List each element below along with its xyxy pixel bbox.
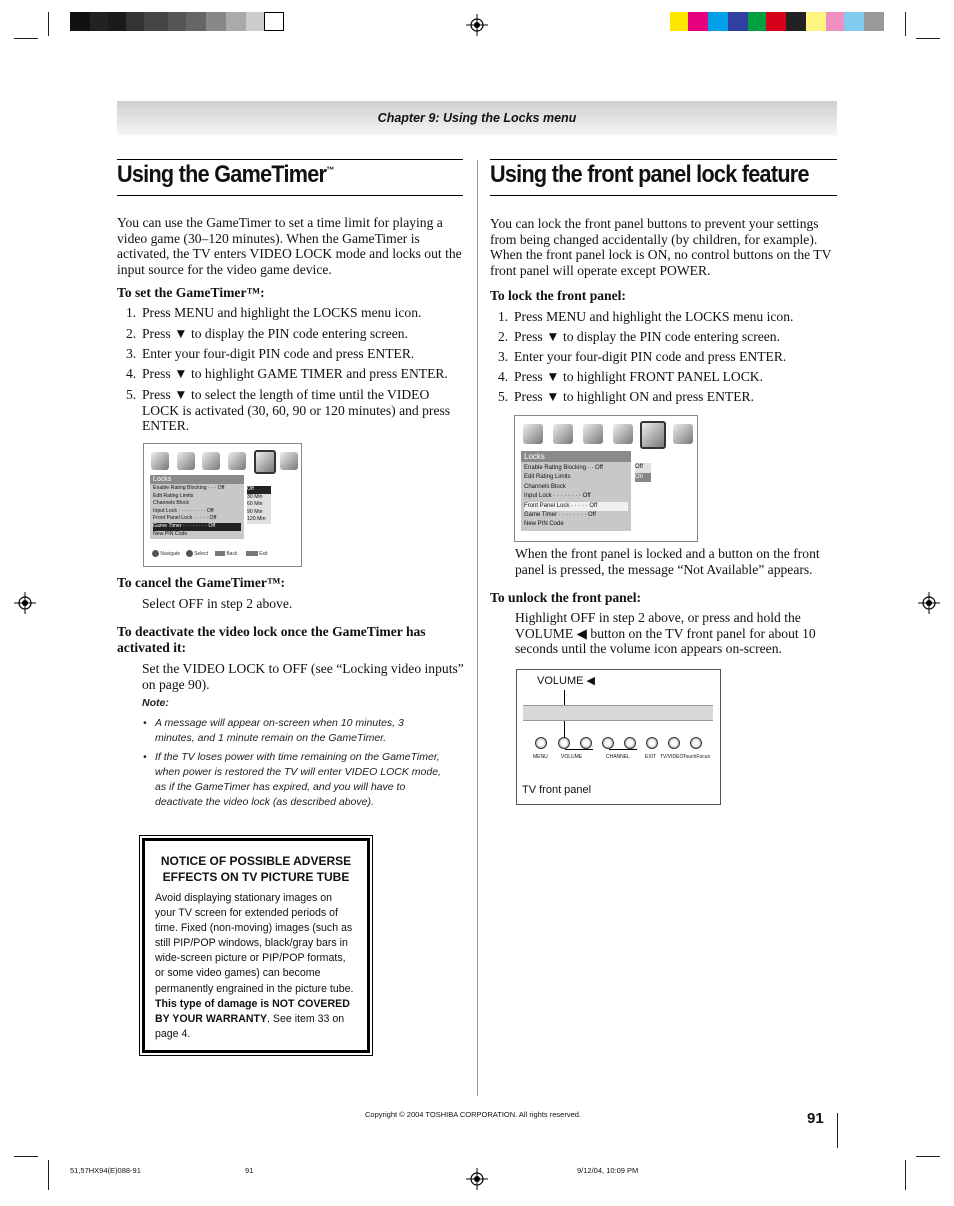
unlock-text: Highlight OFF in step 2 above, or press and hold the VOLUME ◀ button on the TV front panel for about 10 seconds until the volume icon appears on-screen. [515, 610, 816, 657]
set-gametimer-heading: To set the GameTimer™: [117, 285, 265, 300]
menu-item: Edit Rating Limits [524, 474, 571, 481]
registration-mark-top [466, 14, 488, 36]
menu-title: Locks [150, 475, 244, 484]
gametimer-intro: You can use the GameTimer to set a time limit for playing a video game (30–120 minutes). When the GameTimer is activated, the TV enters VIDEO LOCK mode and locks out the input source for the video game device. [117, 215, 462, 277]
locks-menu-panel [150, 475, 244, 539]
preferences-icon [280, 452, 298, 470]
cancel-text: Select OFF in step 2 above. [142, 596, 293, 611]
chapter-title: Chapter 9: Using the Locks menu [377, 111, 577, 125]
time-options: Off 30 Min 60 Min 90 Min 120 Min [247, 486, 271, 524]
note-item: If the TV loses power with time remaining on the GameTimer, when power is restored the TV will enter VIDEO LOCK mode, as if the GameTimer has expired, and you will have to deactivate the video lock (as described above). [155, 751, 441, 808]
audio-icon [177, 452, 195, 470]
column-divider [477, 160, 478, 1096]
notice-title: NOTICE OF POSSIBLE ADVERSE EFFECTS ON TV PICTURE TUBE [160, 854, 352, 884]
slug-date: 9/12/04, 10:09 PM [577, 1166, 639, 1175]
volume-up-button-icon [580, 737, 592, 749]
channel-down-button-icon [602, 737, 614, 749]
right-heading: Using the front panel lock feature [490, 161, 809, 188]
preferences-icon [673, 424, 693, 444]
menu-item: Input Lock · · · · · · · · Off [524, 493, 591, 500]
notice-body: Avoid displaying stationary images on your TV screen for extended periods of time. Fixed (non-moving) images (such as still PIP/POP windows, black/gray bars in wide-screen picture or PIP/POP formats, or some video games) can become permanently engrained in the picture tube. This type of damage is NOT COVERED BY YOUR WARRANTY. See item 33 on page 4. [155, 892, 354, 1040]
lock-icon [640, 421, 666, 449]
menu-item: Game Timer · · · · · · · · Off [524, 512, 596, 519]
menu-item: New PIN Code [524, 521, 564, 528]
front-panel-lock-menu-screenshot [514, 415, 698, 542]
picture-icon [523, 424, 543, 444]
menu-title: Locks [521, 451, 631, 462]
left-heading: Using the GameTimer™ [117, 161, 334, 188]
lock-icon [254, 450, 276, 474]
touchfocus-button-icon [690, 737, 702, 749]
menu-item: Enable Rating Blocking · · Off [524, 465, 603, 471]
registration-mark-left [14, 592, 36, 614]
tv-front-panel-diagram: VOLUME ◀ MENU VOLUME CHANNEL EXIT TV/VIDEO TouchFocus TV front panel [516, 669, 721, 805]
menu-item-selected: Game Timer · · · · · · · · Off [153, 523, 241, 531]
on-off-options: Off On [635, 463, 651, 482]
page-number: 91 [807, 1110, 824, 1127]
slug-file: 51,57HX94(E)088-91 [70, 1166, 141, 1175]
applications-icon [228, 452, 246, 470]
copyright: Copyright © 2004 TOSHIBA CORPORATION. All rights reserved. [365, 1110, 582, 1119]
menu-item: Enable Rating Blocking · · · Off [153, 485, 225, 491]
menu-item: Front Panel Lock · · · · · Off [153, 515, 217, 522]
exit-button-icon [646, 737, 658, 749]
deactivate-text: Set the VIDEO LOCK to OFF (see “Locking video inputs” on page 90). [142, 661, 464, 692]
menu-item-selected: Front Panel Lock · · · · · Off [524, 502, 628, 511]
menu-button-icon [535, 737, 547, 749]
front-panel-intro: You can lock the front panel buttons to prevent your settings from being changed accidentally (by children, for example). When the front panel lock is ON, no control buttons on the TV front panel will operate except POWER. [490, 216, 832, 278]
locked-message-text: When the front panel is locked and a button on the front panel is pressed, the message “Not Available” appears. [515, 546, 820, 577]
panel-caption: TV front panel [522, 784, 592, 796]
locks-menu-panel [521, 451, 631, 531]
menu-footer: Navigate Select Back Exit [152, 550, 297, 557]
menu-item: Channels Block [524, 483, 566, 490]
setup-icon [202, 452, 220, 470]
notice-box [142, 838, 370, 1053]
deactivate-heading: To deactivate the video lock once the GameTimer has activated it: [117, 624, 426, 655]
setup-icon [583, 424, 603, 444]
audio-icon [553, 424, 573, 444]
menu-item: New PIN Code [153, 530, 188, 537]
lock-front-panel-heading: To lock the front panel: [490, 288, 626, 303]
gametimer-menu-screenshot [143, 443, 302, 567]
unlock-front-panel-heading: To unlock the front panel: [490, 590, 642, 605]
volume-down-button-icon [558, 737, 570, 749]
applications-icon [613, 424, 633, 444]
note-label: Note: [142, 697, 169, 709]
menu-item: Input Lock · · · · · · · · · Off [153, 507, 214, 514]
tv-video-button-icon [668, 737, 680, 749]
chapter-header [117, 101, 837, 135]
cancel-gametimer-heading: To cancel the GameTimer™: [117, 575, 286, 590]
registration-mark-right [918, 592, 940, 614]
channel-up-button-icon [624, 737, 636, 749]
registration-mark-bottom [466, 1168, 488, 1190]
volume-callout: VOLUME ◀ [537, 675, 595, 687]
slug-page: 91 [245, 1166, 254, 1175]
picture-icon [151, 452, 169, 470]
menu-item: Edit Rating Limits [153, 492, 194, 499]
menu-item: Channels Block [153, 500, 190, 507]
note-item: A message will appear on-screen when 10 minutes, 3 minutes, and 1 minute remain on the GameTimer. [155, 717, 404, 744]
